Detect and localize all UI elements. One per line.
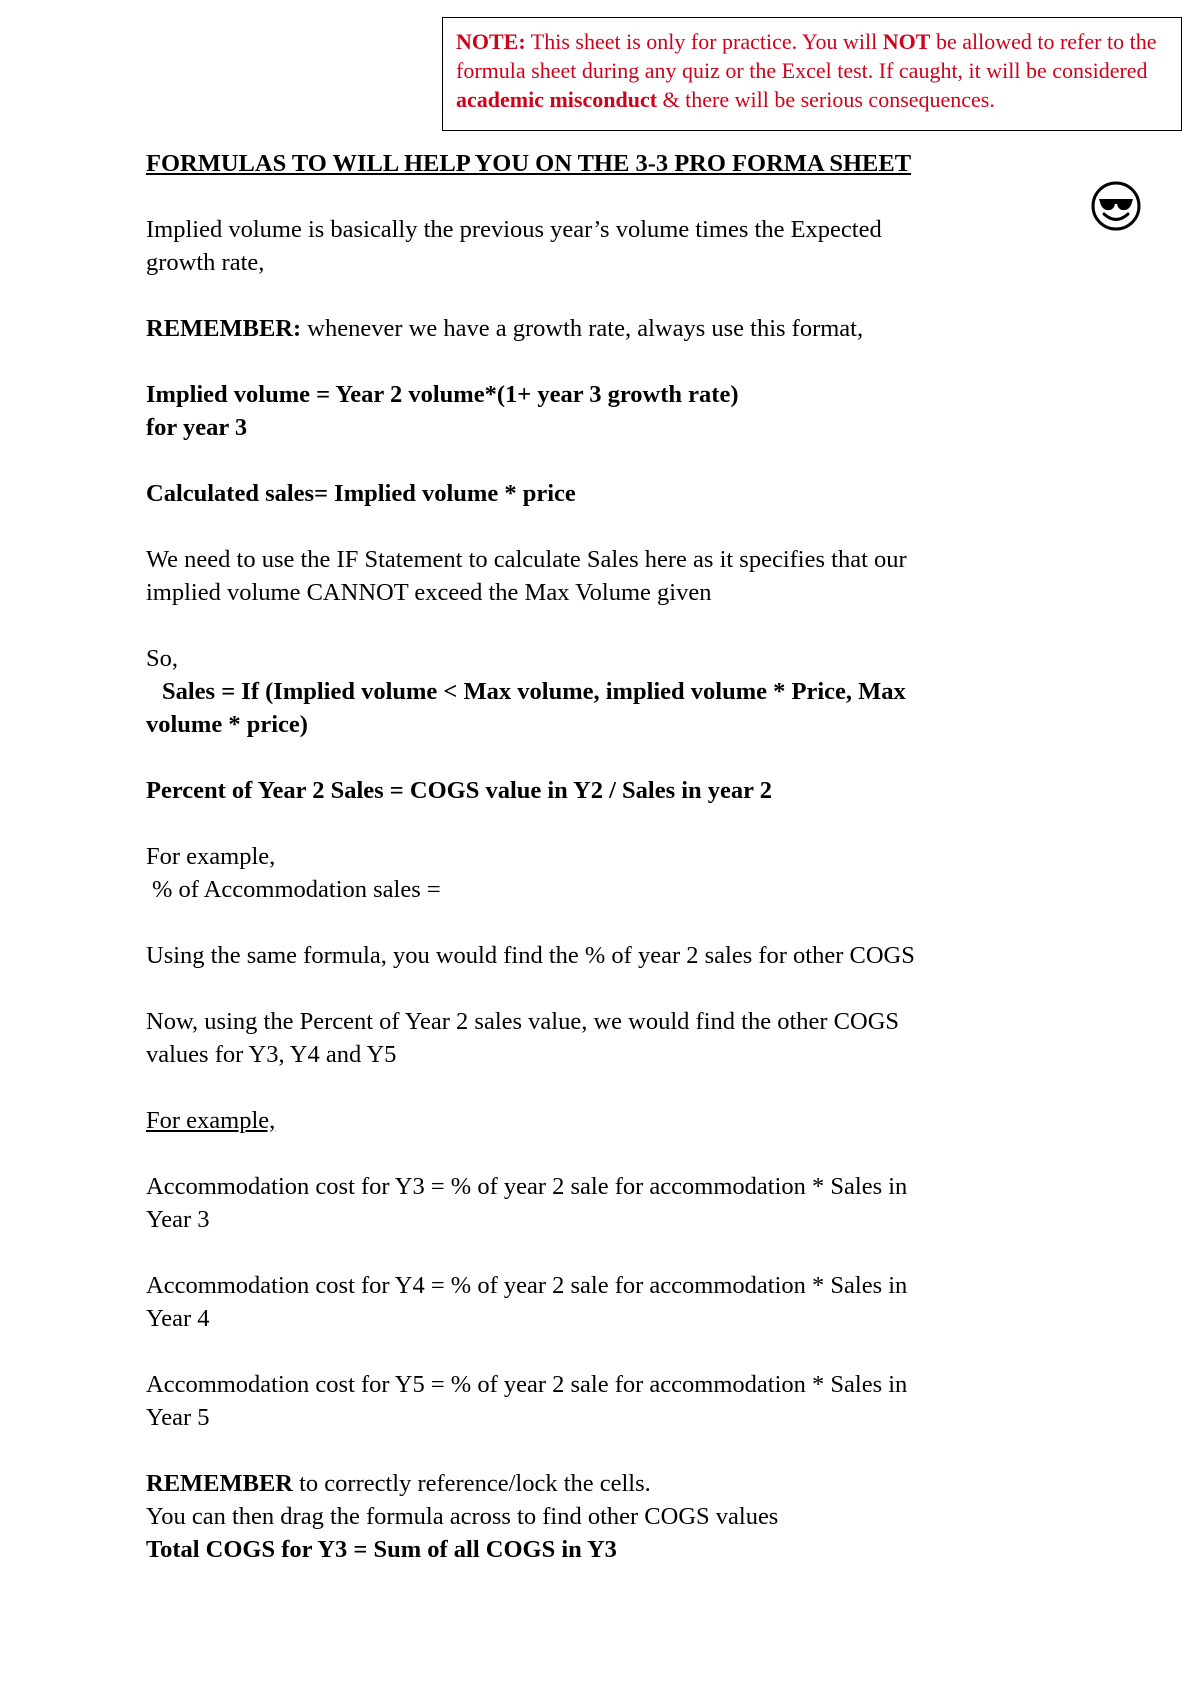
remember-label: REMEMBER: — [146, 315, 302, 342]
total-cogs-formula: Total COGS for Y3 = Sum of all COGS in Y3 — [146, 1536, 617, 1563]
note-misconduct: academic misconduct — [456, 87, 658, 112]
note-text-2: be allowed to refer to the formula sheet during any quiz or the Excel test. If caught, it will be considered — [456, 29, 1157, 83]
practice-note-box — [442, 17, 1182, 131]
formula-sheet — [146, 147, 1066, 1566]
implied-intro-line-1: Implied volume is basically the previous year’s volume times the Expected — [146, 216, 882, 243]
now-using-line-1: Now, using the Percent of Year 2 sales value, we would find the other COGS — [146, 1008, 900, 1035]
note-label: NOTE: — [456, 29, 526, 54]
now-using-line-2: values for Y3, Y4 and Y5 — [146, 1041, 397, 1068]
sheet-title: FORMULAS TO WILL HELP YOU ON THE 3-3 PRO FORMA SHEET — [146, 150, 912, 177]
accommodation-y5-line-1: Accommodation cost for Y5 = % of year 2 sale for accommodation * Sales in — [146, 1371, 908, 1398]
so-text: So, — [146, 645, 179, 672]
same-formula-text: Using the same formula, you would find the % of year 2 sales for other COGS — [146, 942, 915, 969]
sales-if-formula-line-1: Sales = If (Implied volume < Max volume, implied volume * Price, Max — [162, 678, 906, 705]
remember-text: whenever we have a growth rate, always use this format, — [301, 315, 864, 342]
accommodation-y3-line-1: Accommodation cost for Y3 = % of year 2 sale for accommodation * Sales in — [146, 1173, 908, 1200]
accommodation-y3-line-2: Year 3 — [146, 1206, 210, 1233]
example-text-2: For example, — [146, 1107, 276, 1134]
if-intro-line-2: implied volume CANNOT exceed the Max Volume given — [146, 579, 712, 606]
remember-label-2: REMEMBER — [146, 1470, 293, 1497]
implied-intro-line-2: growth rate, — [146, 249, 265, 276]
percent-year2-formula: Percent of Year 2 Sales = COGS value in Y2 / Sales in year 2 — [146, 777, 772, 804]
if-intro-line-1: We need to use the IF Statement to calculate Sales here as it specifies that our — [146, 546, 907, 573]
smiling-face-with-sunglasses-icon — [1090, 180, 1142, 232]
implied-formula-line-2: for year 3 — [146, 414, 248, 441]
sales-if-formula-line-2: volume * price) — [146, 711, 308, 738]
accommodation-percent-text: % of Accommodation sales = — [152, 876, 441, 903]
note-text-1: This sheet is only for practice. You will — [525, 29, 883, 54]
note-not: NOT — [882, 29, 931, 54]
remember-growth-rate — [146, 312, 1066, 345]
remember-lock-cells — [146, 1467, 1066, 1500]
note-text-3: & there will be serious consequences. — [657, 87, 995, 112]
remember-lock-text: to correctly reference/lock the cells. — [293, 1470, 651, 1497]
implied-formula-line-1: Implied volume = Year 2 volume*(1+ year 3 growth rate) — [146, 381, 739, 408]
calculated-sales-formula: Calculated sales= Implied volume * price — [146, 480, 576, 507]
drag-formula-text: You can then drag the formula across to find other COGS values — [146, 1503, 779, 1530]
example-text-1: For example, — [146, 843, 276, 870]
accommodation-y5-line-2: Year 5 — [146, 1404, 210, 1431]
accommodation-y4-line-1: Accommodation cost for Y4 = % of year 2 sale for accommodation * Sales in — [146, 1272, 908, 1299]
accommodation-y4-line-2: Year 4 — [146, 1305, 210, 1332]
